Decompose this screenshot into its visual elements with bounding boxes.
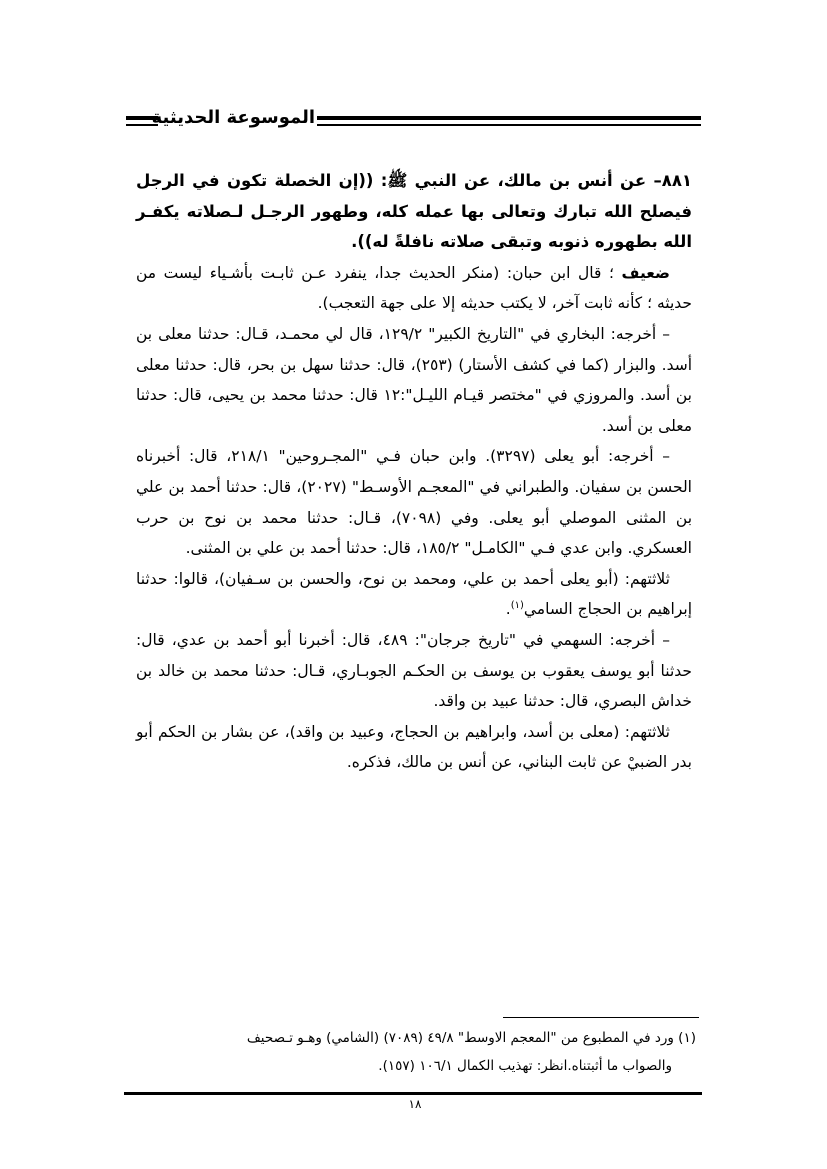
summary-paragraph-1 [136, 564, 692, 625]
takhrij-paragraph-3: – أخرجه: السهمي في "تاريخ جرجان": ٤٨٩، قال: أخبرنا أبو أحمد بن عدي، قال: حدثنا أبو يوسف يعقوب بن يوسف بن الحكـم الجوبـاري، قـال: حدثنا محمد بن خالد بن خداش البصري، قال: حدثنا عبيد بن واقد. [136, 630, 692, 711]
takhrij-paragraph-2: – أخرجه: أبو يعلى (٣٢٩٧). وابن حبان فـي "المجـروحين" ٢١٨/١، قال: أخبرناه الحسن بن سفيان. والطبراني في "المعجـم الأوسـط" (٢٠٢٧)، قال: حدثنا أحمد بن علي بن المثنى الموصلي أبو يعلى. وفي (٧٠٩٨)، قـال: حدثنا محمد بن نوح بن حرب العسكري. وابن عدي فـي "الكامـل" ١٨٥/٢، قال: حدثنا أحمد بن علي بن المثنى. [136, 447, 693, 558]
summary-1-text: ثلاثتهم: (أبو يعلى أحمد بن علي، ومحمد بن نوح، والحسن بن سـفيان)، قالوا: حدثنا إبراهيم بن الحجاج السامي [136, 569, 692, 619]
page-number: ١٨ [408, 1097, 422, 1111]
summary-paragraph-2: ثلاثتهم: (معلى بن أسد، وابراهيم بن الحجاج، وعبيد بن واقد)، عن بشار بن الحكم أبو بدر الضبيْ عن ثابت البناني، عن أنس بن مالك، فذكره. [136, 722, 692, 772]
footnote-marker: (١) [510, 600, 524, 612]
main-text [136, 166, 692, 778]
footer-rule [124, 1092, 702, 1095]
footnote [134, 1024, 696, 1080]
footnote-line-2: والصواب ما أثبتناه.انظر: تهذيب الكمال ١٠٦/١ (١٥٧). [378, 1058, 672, 1074]
header-rule-left [126, 116, 158, 126]
summary-1-end: . [505, 600, 511, 619]
footnote-separator [503, 1017, 699, 1018]
footnote-line-1: (١) ورد في المطبوع من "المعجم الاوسط" ٤٩/٨ (٧٠٨٩) (الشامي) وهـو تـصحيف [246, 1030, 696, 1046]
header-rule-right [317, 116, 701, 126]
grading-paragraph [136, 258, 692, 319]
takhrij-paragraph-1: – أخرجه: البخاري في "التاريخ الكبير" ١٢٩/٢، قال لي محمـد، قـال: حدثنا معلى بن أسد. والبزار (كما في كشف الأستار) (٢٥٣)، قال: حدثنا سهل بن بحر، قال: حدثنا معلى بن أسد. والمروزي في "مختصر قيـام الليـل":١٢ قال: حدثنا محمد بن يحيى، قال: حدثنا معلى بن أسد. [136, 324, 692, 435]
header-title: الموسوعة الحديثية [151, 107, 315, 128]
grading-label: ضعيف [621, 263, 670, 282]
hadith-text: ٨٨١– عن أنس بن مالك، عن النبي ﷺ: ((إن الخصلة تكون في الرجل فيصلح الله تبارك وتعالى بها عمله كله، وطهور الرجـل لـصلاته يكفـر الله بطهوره ذنوبه وتبقى صلاته نافلةً له)). [136, 171, 692, 252]
running-header [126, 104, 701, 136]
grading-text: ؛ قال ابن حبان: (منكر الحديث جدا، ينفرد عـن ثابـت بأشـياء ليست من حديثه ؛ كأنه ثابت آخر، لا يكتب حديثه إلا على جهة التعجب). [136, 263, 692, 313]
